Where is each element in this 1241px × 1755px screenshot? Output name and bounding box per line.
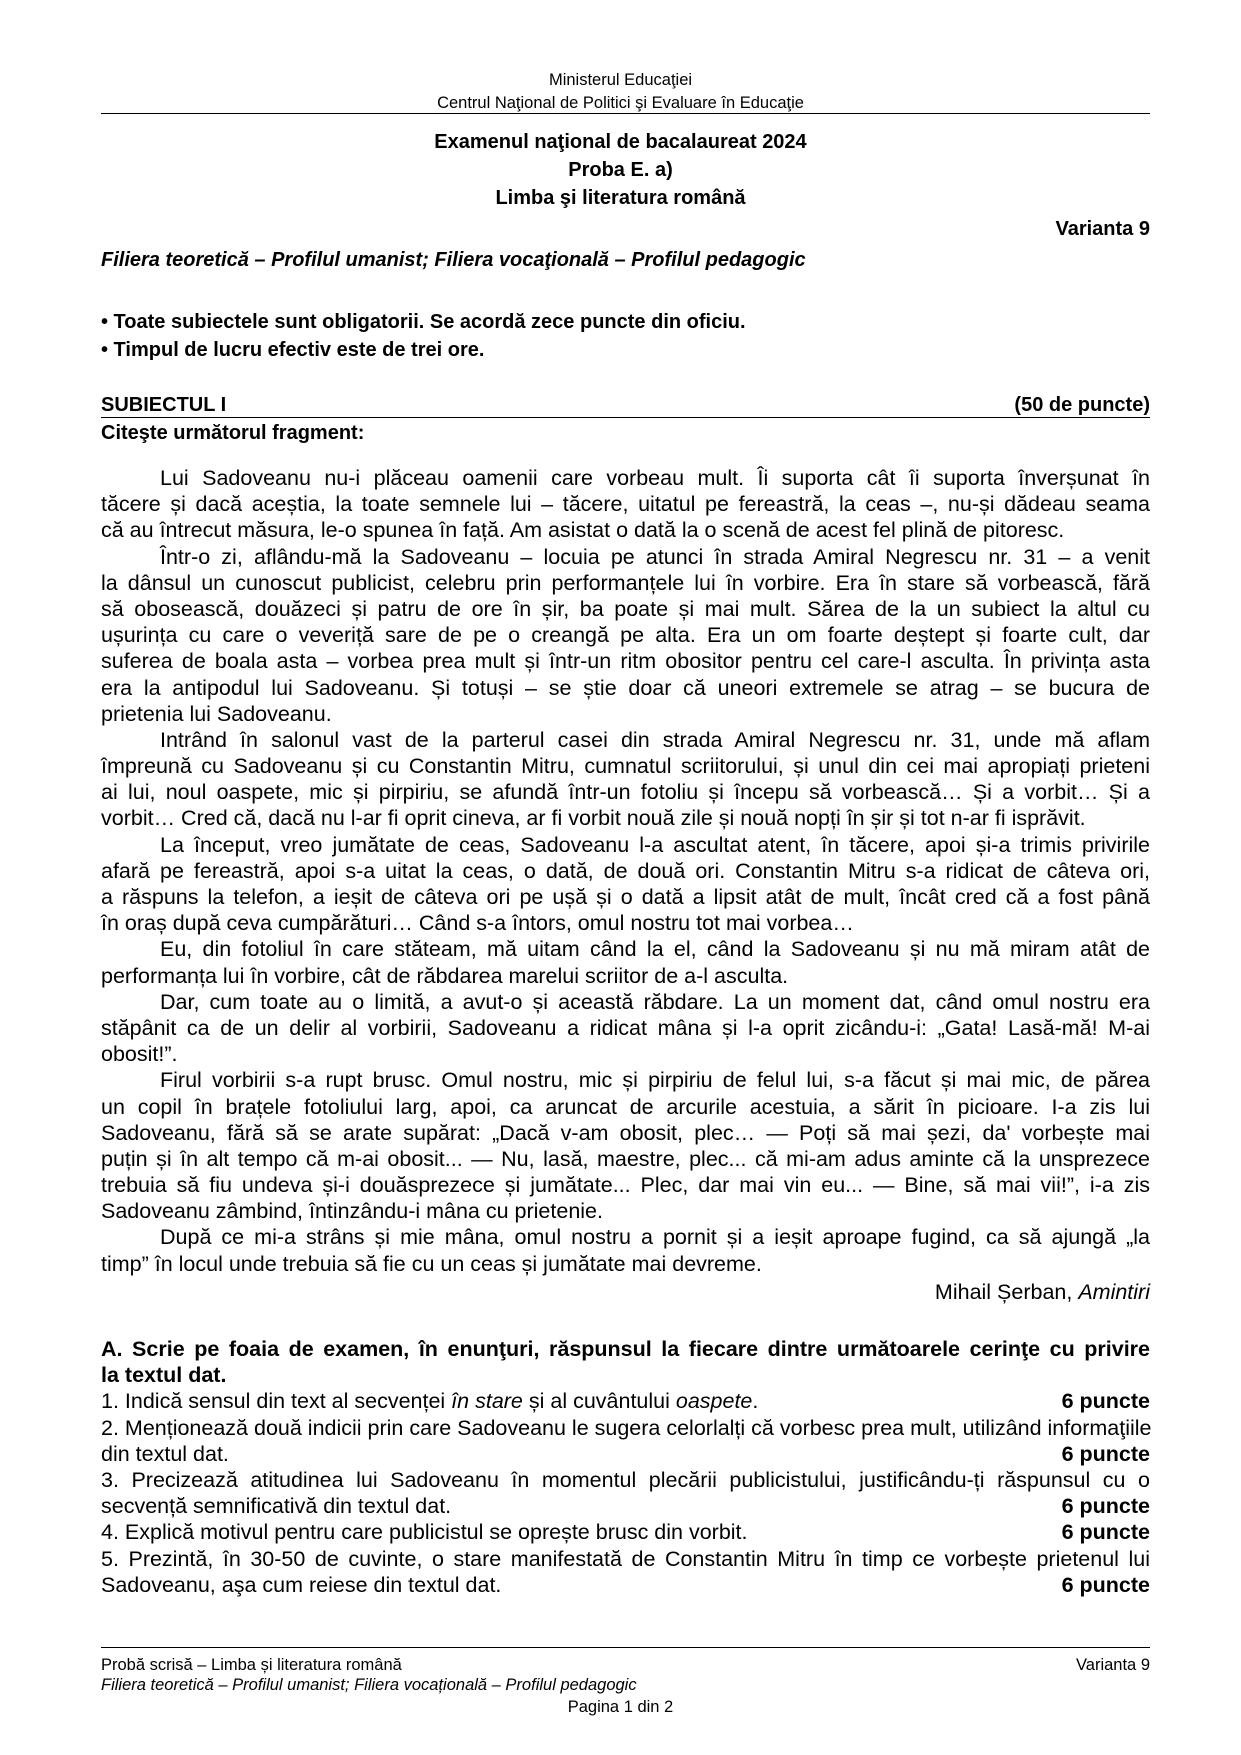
question-points: 6 puncte [1061,1389,1150,1414]
question-term: oaspete [675,1389,753,1414]
question-3: 3. Precizează atitudinea lui Sadoveanu în momentul plecării publicistului, justificându-ți răspunsul cu o [101,1467,1150,1492]
literary-fragment [101,465,1150,1277]
fragment-line: timp” în locul unde trebuia să fie cu un ceas și jumătate mai devreme. [101,1251,762,1276]
instruction-2: • Timpul de lucru efectiv este de trei ore. [101,339,485,361]
fragment-line: a răspuns la telefon, a ieșit de câteva ori pe ușă și o dată a lipsit atât de mult, încât cred că a fost până [101,885,1150,909]
part-a-heading: A. Scrie pe foaia de examen, în enunţuri, răspunsul la fiecare dintre următoarele cerinţe cu privire [101,1337,1150,1361]
fragment-line: Eu, din fotoliul în care stăteam, mă uitam când la el, când la Sadoveanu și nu mă miram atât de [160,937,1150,962]
header-divider [101,113,1150,114]
footer-variant: Varianta 9 [1076,1656,1150,1674]
center-name: Centrul Naţional de Politici şi Evaluare în Educaţie [437,94,804,112]
source-citation [935,1279,1150,1305]
footer-divider [101,1647,1150,1648]
fragment-line: afară pe fereastră, apoi s-a uitat la ceas, o dată, de două ori. Constantin Mitru s-a ridicat de câteva ori, [101,858,1150,883]
fragment-line: stăpânit ca de un delir al vorbirii, Sadoveanu a ridicat mâna și l-a oprit zicându-i: „Gata! Lasă-mă! M-ai [101,1015,1150,1040]
question-4: 4. Explică motivul pentru care publicistul se oprește brusc din vorbit. [101,1520,748,1545]
fragment-line: un copil în brațele fotoliului larg, apoi, ca aruncat de arcurile acestuia, a sărit în picioare. I-a zis lui [101,1094,1150,1119]
fragment-line: trebuia să fiu undeva și-i douăsprezece și jumătate... Plec, dar mai vin eu... — Bine, să mai vii!”, i-a zis [101,1173,1150,1198]
subject-title: Limba şi literatura română [495,187,746,209]
instruction-1: • Toate subiectele sunt obligatorii. Se acordă zece puncte din oficiu. [101,311,746,333]
section-name: SUBIECTUL I [101,394,227,416]
fragment-line: să obosească, douăzeci și patru de ore în șir, ba poate și mai mult. Sărea de la un subiect la altul cu [101,596,1150,621]
question-points: 6 puncte [1061,1572,1150,1597]
fragment-line: performanța lui în vorbire, cât de răbdarea marelui scriitor de a-l asculta. [101,963,789,988]
question-1 [101,1388,1150,1414]
fragment-line: Într-o zi, aflându-mă la Sadoveanu – locuia pe atunci în strada Amiral Negrescu nr. 31 – a venit [160,544,1150,569]
fragment-line: Intrând în salonul vast de la parterul casei din strada Amiral Negrescu nr. 31, unde mă aflam [160,727,1150,752]
test-title: Proba E. a) [568,159,673,181]
source-work: Amintiri [1078,1280,1150,1304]
fragment-line: era la antipodul lui Sadoveanu. Și totuși – se știe doar că uneori extremele se atrag – se bucura de [101,675,1150,700]
question-term: în stare [451,1389,523,1414]
fragment-line: obosit!”. [101,1042,178,1067]
section-divider [101,417,1150,418]
question-text: 1. Indică sensul din text al secvenței [101,1389,452,1414]
variant-label: Varianta 9 [1055,218,1150,240]
fragment-line: Sadoveanu zâmbind, întinzându-i mâna cu prietenie. [101,1199,603,1224]
exam-title: Examenul naţional de bacalaureat 2024 [434,131,807,153]
page-number: Pagina 1 din 2 [567,1698,674,1716]
question-3-cont: secvență semnificativă din textul dat. [101,1494,452,1519]
fragment-line: la dânsul un cunoscut publicist, celebru prin performanțele lui în vorbire. Era în stare să vorbească, fără [101,570,1150,595]
footer-test: Probă scrisă – Limba și literatura română [101,1656,402,1674]
fragment-line: puțin și în alt tempo că m-ai obosit... — Nu, lasă, maestre, plec... că mi-am adus aminte că la unsprezece [101,1146,1150,1171]
fragment-line: împreună cu Sadoveanu și cu Constantin Mitru, cumnatul scriitorului, și unul din cei mai apropiați prieteni [101,754,1150,779]
fragment-line: că au întrecut măsura, le-o spunea în față. Am asistat o dată la o scenă de acest fel plină de pitoresc. [101,518,1065,543]
section-points: (50 de puncte) [1014,394,1150,416]
fragment-line: ai lui, noul oaspete, mic și pirpiriu, se afundă într-un fotoliu și începu să vorbească… Și a vorbit… Și a [101,780,1150,805]
fragment-line: ușurința cu care o veveriță sare de pe o creangă pe alta. Era un om foarte deștept și foarte cult, dar [101,623,1150,648]
question-points: 6 puncte [1061,1520,1150,1545]
question-points: 6 puncte [1061,1441,1150,1466]
source-author: Mihail Șerban, [934,1280,1079,1304]
profile-label: Filiera teoretică – Profilul umanist; Filiera vocaţională – Profilul pedagogic [101,249,806,271]
question-5-cont: Sadoveanu, aşa cum reiese din textul dat. [101,1572,502,1597]
question-text: și al cuvântului [522,1389,676,1414]
fragment-line: Sadoveanu, fără să se arate supărat: „Dacă v-am obosit, plec… — Poți să mai șezi, da' vorbește mai [101,1120,1150,1145]
footer-profile: Filiera teoretică – Profilul umanist; Filiera vocațională – Profilul pedagogic [101,1676,637,1694]
part-a-heading-cont: la textul dat. [101,1363,227,1388]
question-2: 2. Menționează două indicii prin care Sadoveanu le sugera celorlalți că vorbesc prea mult, utilizând informaţiile [101,1415,1152,1440]
question-text: . [752,1389,759,1414]
fragment-line: După ce mi-a strâns și mie mâna, omul nostru a pornit și a ieșit aproape fugind, ca să ajungă „la [160,1225,1150,1250]
fragment-line: în oraș după ceva cumpărături… Când s-a întors, omul nostru tot mai vorbea… [101,911,854,936]
section-prompt: Citeşte următorul fragment: [101,422,365,444]
fragment-line: Dar, cum toate au o limită, a avut-o și această răbdare. La un moment dat, când omul nostru era [160,989,1150,1014]
fragment-line: suferea de boala asta – vorbea prea mult și într-un ritm obositor pentru cel care-l asculta. În privința asta [101,649,1150,674]
question-5: 5. Prezintă, în 30-50 de cuvinte, o stare manifestată de Constantin Mitru în timp ce vorbește prietenul lui [101,1546,1150,1571]
question-points: 6 puncte [1061,1494,1150,1519]
footer-row [101,1655,1150,1675]
fragment-line: Firul vorbirii s-a rupt brusc. Omul nostru, mic și pirpiriu de felul lui, s-a făcut și mai mic, de părea [160,1068,1150,1093]
question-2-cont: din textul dat. [101,1441,229,1466]
fragment-line: prietenia lui Sadoveanu. [101,701,332,726]
ministry-name: Ministerul Educaţiei [548,71,693,89]
fragment-line: vorbit… Cred că, dacă nu l-ar fi oprit cineva, ar fi vorbit nouă zile și nouă nopți în șir și tot n-ar fi isprăvit. [101,806,1086,831]
section-header [101,391,1150,417]
part-a [101,1336,1150,1598]
fragment-line: La început, vreo jumătate de ceas, Sadoveanu l-a ascultat atent, în tăcere, apoi și-a trimis privirile [160,832,1150,857]
fragment-line: Lui Sadoveanu nu-i plăceau oamenii care vorbeau mult. Îi suporta cât îi suporta înverșunat în [160,466,1150,490]
fragment-line: tăcere și dacă aceștia, la toate semnele lui – tăcere, uitatul pe fereastră, la ceas –, nu-și dădeau seama [101,492,1150,517]
